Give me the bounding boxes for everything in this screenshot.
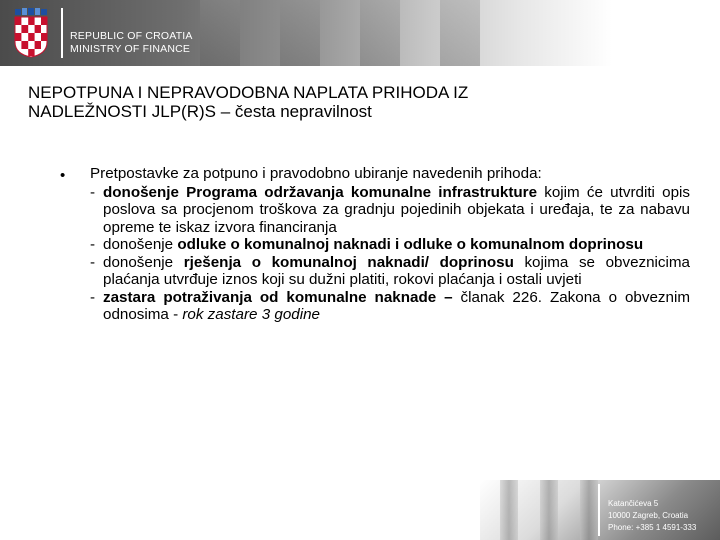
item-bold-text: zastara potraživanja od komunalne naknade – <box>103 288 453 306</box>
footer-building-image <box>480 480 720 540</box>
item-bold-text: odluke o komunalnoj naknadi i odluke o komunalnom doprinosu <box>177 236 644 253</box>
item-pre-text: donošenje <box>103 236 178 253</box>
bullet-content <box>90 165 690 324</box>
building-column <box>440 0 480 66</box>
croatian-coat-of-arms-icon <box>14 8 48 58</box>
item-text: članak 226. Zakona o obveznim odnosima - <box>103 288 690 323</box>
item-bold-text: rješenja o komunalnoj naknadi/ doprinosu <box>183 253 514 271</box>
item-bold-text: donošenje Programa održavanja komunalne infrastrukture <box>103 183 538 201</box>
address-line-1: Katančićeva 5 <box>608 499 659 508</box>
bullet-intro: Pretpostavke za potpuno i pravodobno ubiranje navedenih prihoda: <box>90 165 542 182</box>
slide-title <box>28 83 688 121</box>
address-line-2: 10000 Zagreb, Croatia <box>608 511 689 520</box>
item-italic-text: rok zastare 3 godine <box>182 306 320 323</box>
list-item <box>90 184 690 237</box>
brand-line-2: MINISTRY OF FINANCE <box>70 43 191 55</box>
address-line-3: Phone: +385 1 4591-333 <box>608 523 697 532</box>
dash-marker: - <box>90 183 96 201</box>
title-line-2: NADLEŽNOSTI JLP(R)S – česta nepravilnost <box>28 102 372 121</box>
building-column <box>540 480 558 540</box>
list-item <box>90 236 690 254</box>
list-item <box>90 289 690 324</box>
header-divider <box>61 8 63 58</box>
ministry-address <box>608 498 708 534</box>
ministry-name <box>70 30 193 56</box>
dash-marker: - <box>90 236 96 253</box>
dash-marker: - <box>90 253 96 271</box>
item-text: kojima se obveznicima plaćanja utvrđuje iznos koji su dužni platiti, rokovi plaćanja i ostali uvjeti <box>103 253 690 288</box>
bullet-marker: • <box>60 167 66 184</box>
brand-line-1: REPUBLIC OF CROATIA <box>70 30 193 42</box>
header-banner <box>0 0 720 66</box>
list-item <box>90 254 690 289</box>
building-column <box>580 480 598 540</box>
building-column <box>500 480 518 540</box>
title-line-1: NEPOTPUNA I NEPRAVODOBNA NAPLATA PRIHODA IZ <box>28 83 469 102</box>
item-text: kojim će utvrditi opis poslova sa procjenom troškova za gradnju pojedinih objekata i uređaja, te za nabavu opreme te iskaz izvora financiranja <box>103 183 690 236</box>
building-column <box>360 0 400 66</box>
item-pre-text: donošenje <box>103 253 184 271</box>
building-column <box>200 0 240 66</box>
dash-marker: - <box>90 288 96 306</box>
building-column <box>280 0 320 66</box>
footer-divider <box>598 484 600 536</box>
